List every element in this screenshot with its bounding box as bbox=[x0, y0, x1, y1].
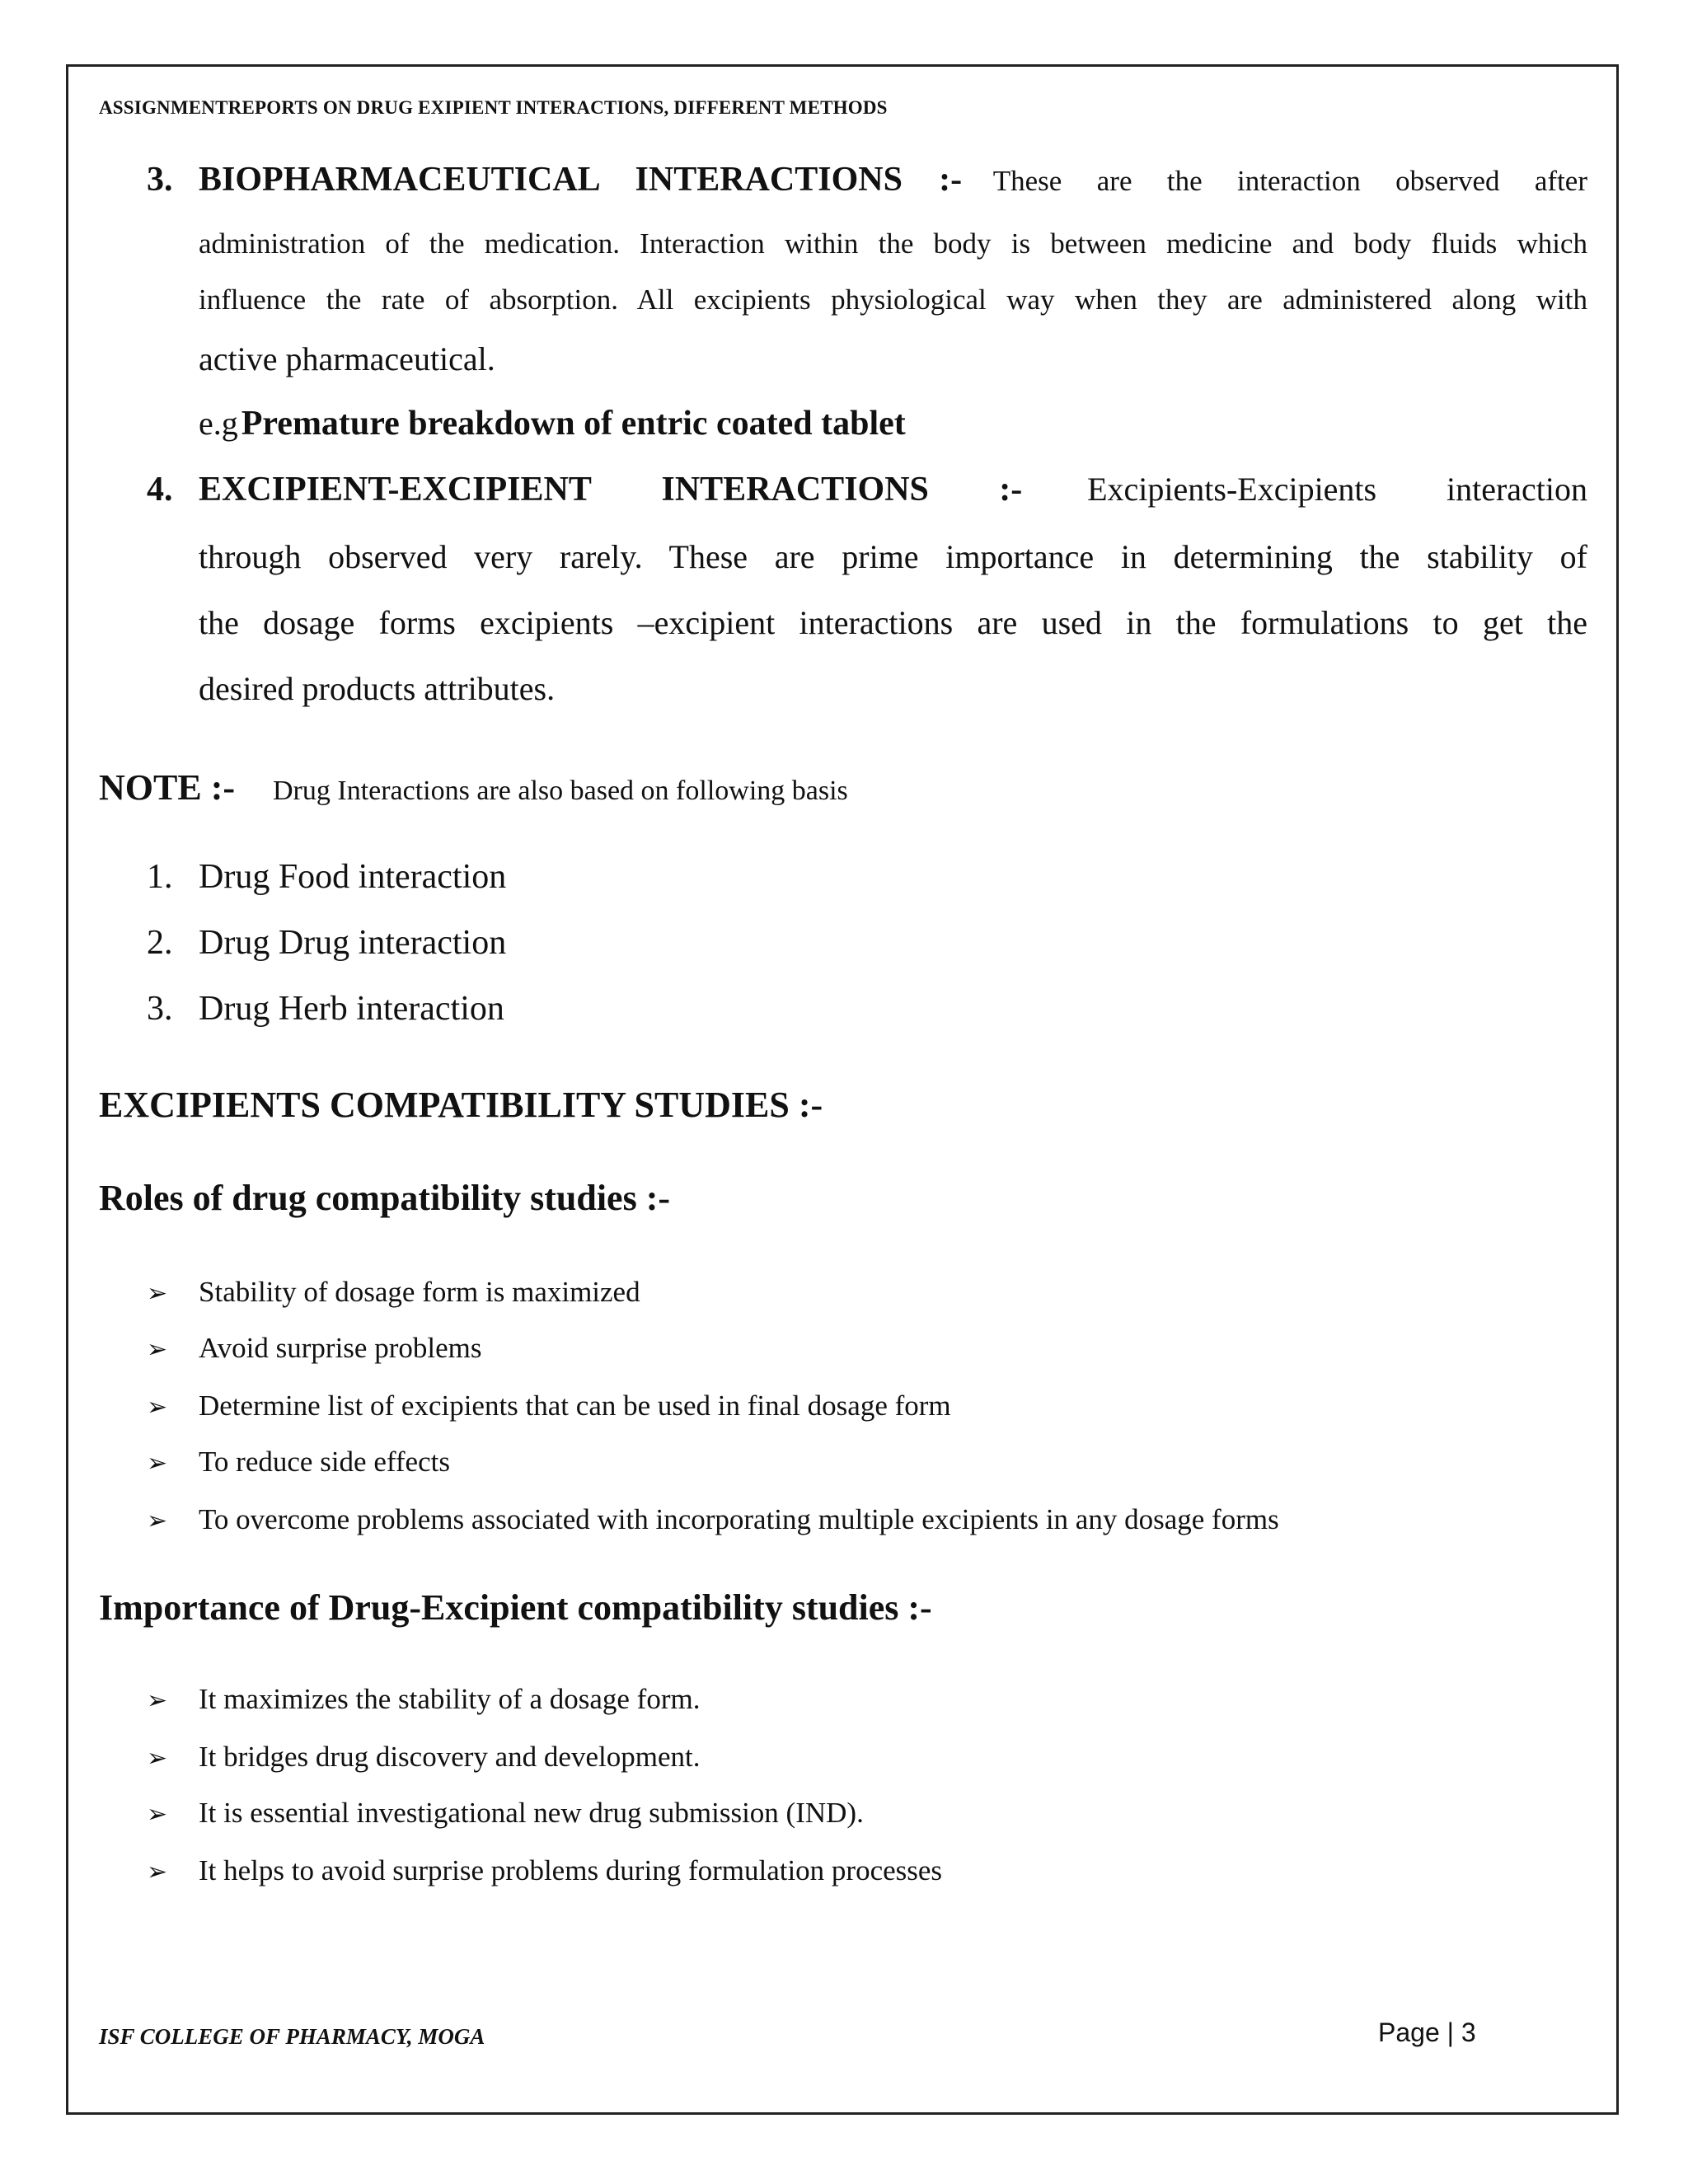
section-line bbox=[199, 160, 1587, 199]
arrowhead-bullet-icon: ➢ bbox=[147, 1335, 168, 1364]
arrowhead-bullet-icon: ➢ bbox=[147, 1858, 168, 1886]
section-line: desired products attributes. bbox=[199, 670, 556, 707]
section-line: active pharmaceutical. bbox=[199, 340, 495, 377]
section-text: These are the interaction observed after bbox=[992, 165, 1587, 197]
arrowhead-bullet-icon: ➢ bbox=[147, 1449, 168, 1478]
section-line: influence the rate of absorption. All excipients physiological way when they are administered along with bbox=[199, 284, 1587, 316]
section-number: 4. bbox=[147, 471, 173, 509]
list-item: ➢ To reduce side effects bbox=[147, 1446, 450, 1478]
section-text: Excipients-Excipients interaction bbox=[1087, 471, 1587, 508]
arrowhead-bullet-icon: ➢ bbox=[147, 1507, 168, 1535]
list-item: 1. Drug Food interaction bbox=[147, 858, 507, 896]
arrowhead-bullet-icon: ➢ bbox=[147, 1279, 168, 1308]
note bbox=[99, 766, 848, 808]
section-line: the dosage forms excipients –excipient interactions are used in the formulations to get the bbox=[199, 604, 1587, 641]
heading-compatibility: EXCIPIENTS COMPATIBILITY STUDIES :- bbox=[99, 1085, 823, 1125]
arrowhead-bullet-icon: ➢ bbox=[147, 1744, 168, 1773]
section-line: through observed very rarely. These are prime importance in determining the stability of bbox=[199, 538, 1587, 575]
heading-importance: Importance of Drug-Excipient compatibility studies :- bbox=[99, 1587, 932, 1628]
example-bold-text: Premature breakdown of entric coated tablet bbox=[241, 405, 906, 443]
footer-college: ISF COLLEGE OF PHARMACY, MOGA bbox=[99, 2024, 485, 2049]
arrowhead-bullet-icon: ➢ bbox=[147, 1800, 168, 1829]
note-text: Drug Interactions are also based on following basis bbox=[273, 776, 848, 806]
section-title: EXCIPIENT-EXCIPIENT INTERACTIONS :- bbox=[199, 471, 1023, 509]
list-item: ➢ It is essential investigational new drug submission (IND). bbox=[147, 1797, 864, 1829]
list-item: 2. Drug Drug interaction bbox=[147, 924, 507, 962]
list-item: ➢ To overcome problems associated with incorporating multiple excipients in any dosage forms bbox=[147, 1503, 1279, 1535]
example-prefix: e.g bbox=[199, 405, 238, 442]
document-header: ASSIGNMENTREPORTS ON DRUG EXIPIENT INTERACTIONS, DIFFERENT METHODS bbox=[99, 97, 888, 118]
section-line: administration of the medication. Interaction within the body is between medicine and body fluids which bbox=[199, 227, 1587, 260]
list-item: 3. Drug Herb interaction bbox=[147, 990, 504, 1028]
arrowhead-bullet-icon: ➢ bbox=[147, 1393, 168, 1422]
list-item: ➢ Determine list of excipients that can be used in final dosage form bbox=[147, 1390, 951, 1422]
example-line bbox=[199, 404, 1587, 443]
arrowhead-bullet-icon: ➢ bbox=[147, 1686, 168, 1715]
list-item: ➢ Stability of dosage form is maximized bbox=[147, 1276, 640, 1308]
list-item: ➢ It maximizes the stability of a dosage form. bbox=[147, 1683, 701, 1715]
section-title: BIOPHARMACEUTICAL INTERACTIONS :- bbox=[199, 161, 963, 199]
list-item: ➢ Avoid surprise problems bbox=[147, 1332, 482, 1364]
list-item: ➢ It bridges drug discovery and development. bbox=[147, 1741, 701, 1773]
page-number: Page | 3 bbox=[1378, 2018, 1476, 2047]
list-item: ➢ It helps to avoid surprise problems during formulation processes bbox=[147, 1854, 943, 1886]
note-label: NOTE :- bbox=[99, 767, 235, 808]
heading-roles: Roles of drug compatibility studies :- bbox=[99, 1178, 670, 1218]
section-number: 3. bbox=[147, 161, 173, 199]
section-line bbox=[199, 470, 1587, 509]
